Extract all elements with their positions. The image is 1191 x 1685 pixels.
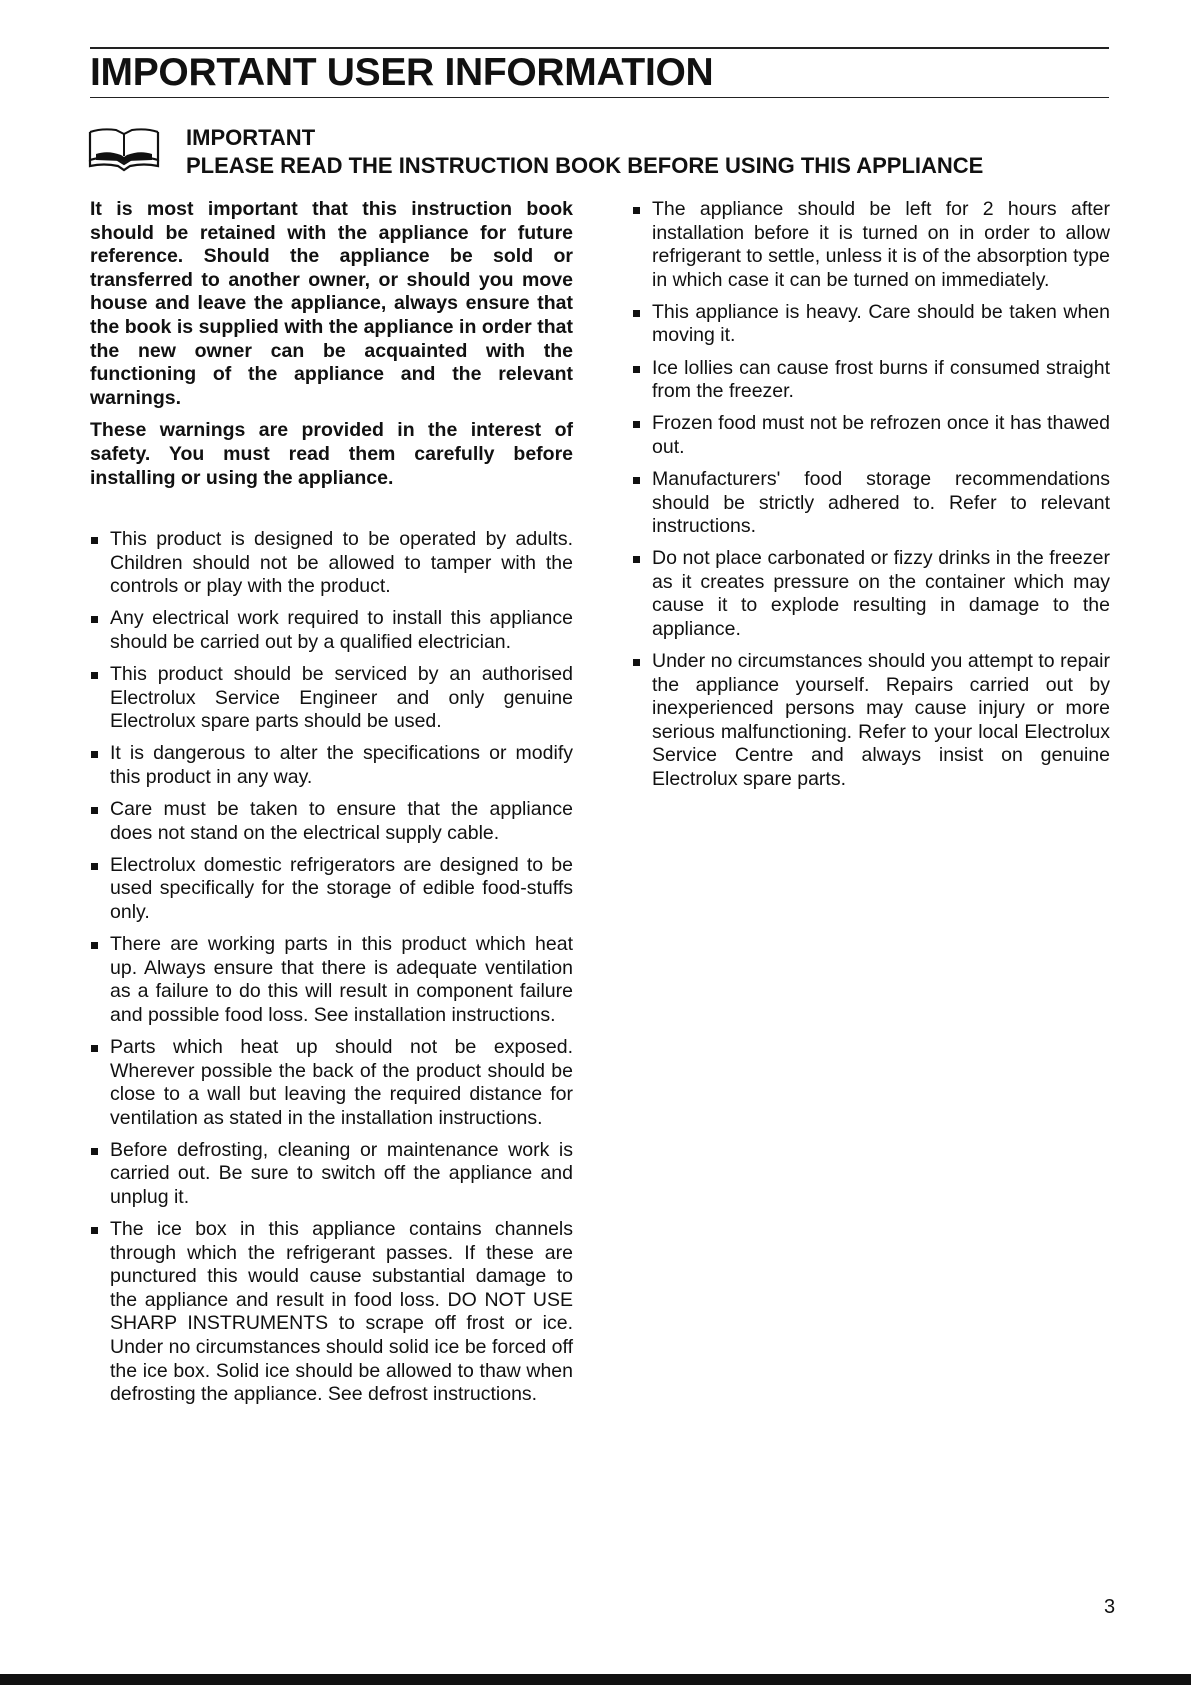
warning-item: Parts which heat up should not be exposed. Wherever possible the back of the product should be close to a wall but leaving the required distance for ventilation as stated in the installation instructions.	[90, 1036, 573, 1130]
warning-item: This product should be serviced by an authorised Electrolux Service Engineer and only genuine Electrolux spare parts should be used.	[90, 663, 573, 734]
left-column	[90, 198, 573, 1415]
safety-paragraph: These warnings are provided in the interest of safety. You must read them carefully before installing or using the appliance.	[90, 419, 573, 489]
warning-item: Before defrosting, cleaning or maintenance work is carried out. Be sure to switch off the appliance and unplug it.	[90, 1139, 573, 1210]
warning-item: The appliance should be left for 2 hours after installation before it is turned on in order to allow refrigerant to settle, unless it is of the absorption type in which case it can be turned on immediately.	[632, 198, 1110, 292]
warning-item: Frozen food must not be refrozen once it has thawed out.	[632, 412, 1110, 459]
warning-item: Care must be taken to ensure that the appliance does not stand on the electrical supply cable.	[90, 798, 573, 845]
scan-edge-bar	[0, 1674, 1191, 1685]
notice-read-instruction: PLEASE READ THE INSTRUCTION BOOK BEFORE USING THIS APPLIANCE	[186, 153, 984, 178]
warning-item: Do not place carbonated or fizzy drinks in the freezer as it creates pressure on the container which may cause it to explode resulting in damage to the appliance.	[632, 547, 1110, 641]
page-title: IMPORTANT USER INFORMATION	[90, 51, 714, 94]
page-number: 3	[1104, 1596, 1116, 1618]
warning-item: Manufacturers' food storage recommendations should be strictly adhered to. Refer to relevant instructions.	[632, 468, 1110, 539]
notice-heading	[186, 124, 983, 180]
warning-item: There are working parts in this product which heat up. Always ensure that there is adequate ventilation as a failure to do this will result in component failure and possible food loss. See installation instructions.	[90, 933, 573, 1027]
header-rule-top	[90, 47, 1109, 49]
notice-important-label: IMPORTANT	[186, 125, 316, 150]
right-warning-list	[632, 198, 1110, 792]
warning-item: This product is designed to be operated by adults. Children should not be allowed to tamper with the controls or play with the product.	[90, 528, 573, 599]
right-column	[632, 198, 1110, 800]
warning-item: It is dangerous to alter the specifications or modify this product in any way.	[90, 742, 573, 789]
warning-item: Under no circumstances should you attempt to repair the appliance yourself. Repairs carried out by inexperienced persons may cause injury or more serious malfunctioning. Refer to your local Electrolux Service Centre and always insist on genuine Electrolux spare parts.	[632, 650, 1110, 792]
intro-paragraph: It is most important that this instruction book should be retained with the appliance for future reference. Should the appliance be sold or transferred to another owner, or should you move house and leave the appliance, always ensure that the book is supplied with the appliance in order that the new owner can be acquainted with the functioning of the appliance and the relevant warnings.	[90, 198, 573, 409]
warning-item: Any electrical work required to install this appliance should be carried out by a qualified electrician.	[90, 607, 573, 654]
left-warning-list	[90, 528, 573, 1407]
open-book-icon	[88, 126, 160, 174]
header-rule-bottom	[90, 97, 1109, 98]
warning-item: The ice box in this appliance contains channels through which the refrigerant passes. If these are punctured this would cause substantial damage to the appliance and result in food loss. DO NOT USE SHARP INSTRUMENTS to scrape off frost or ice. Under no circumstances should solid ice be forced off the ice box. Solid ice should be allowed to thaw when defrosting the appliance. See defrost instructions.	[90, 1218, 573, 1407]
warning-item: Ice lollies can cause frost burns if consumed straight from the freezer.	[632, 357, 1110, 404]
warning-item: Electrolux domestic refrigerators are designed to be used specifically for the storage of edible food-stuffs only.	[90, 854, 573, 925]
warning-item: This appliance is heavy. Care should be taken when moving it.	[632, 301, 1110, 348]
